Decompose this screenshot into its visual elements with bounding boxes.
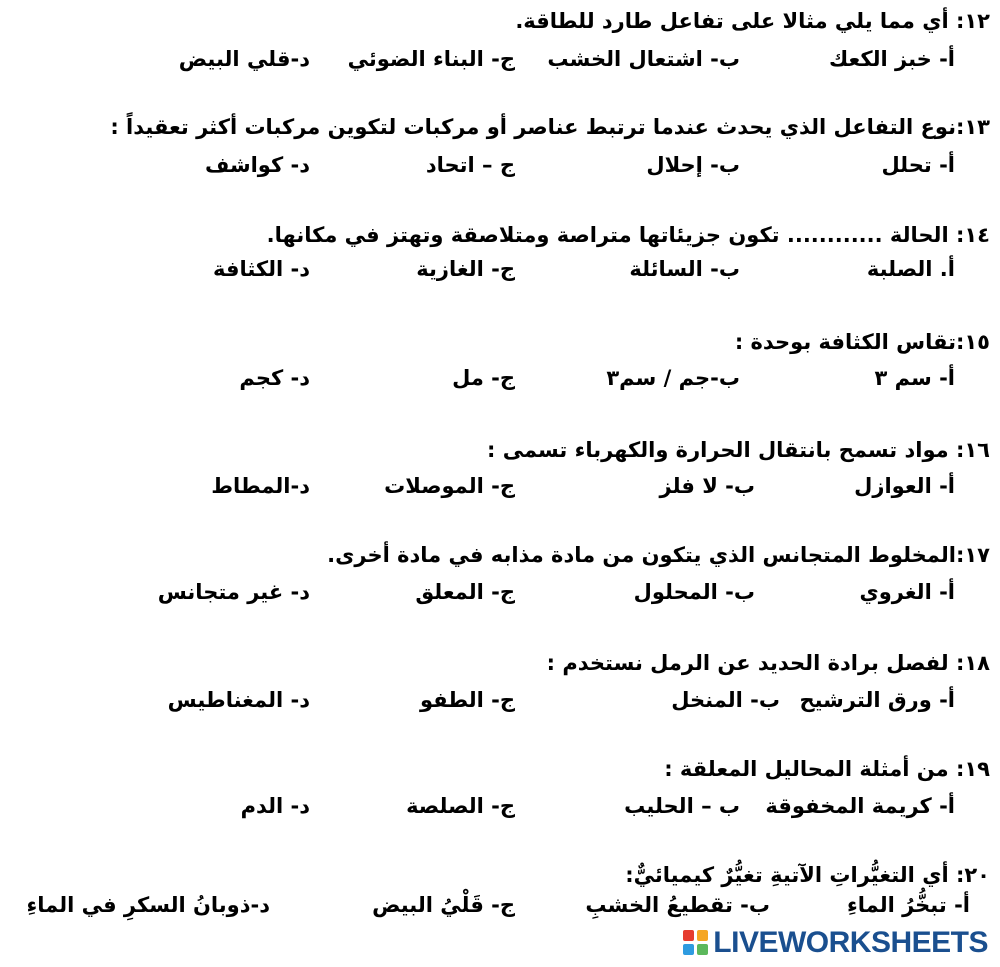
option-d: د-ذوبانُ السكرِ في الماءِ xyxy=(26,893,270,917)
option-c: ج- المعلق xyxy=(415,580,515,604)
question-stem: ١٢: أي مما يلي مثالا على تفاعل طارد للطاقة. xyxy=(515,9,990,33)
option-b: ب- المنخل xyxy=(671,688,780,712)
option-b: ب- لا فلز xyxy=(659,474,755,498)
question-stem: ١٥:تقاس الكثافة بوحدة : xyxy=(734,330,990,354)
option-b: ب- السائلة xyxy=(629,257,740,281)
liveworksheets-wordmark: LIVEWORKSHEETS xyxy=(713,926,988,959)
question-stem: ١٨: لفصل برادة الحديد عن الرمل نستخدم : xyxy=(546,651,990,675)
option-c: ج- الغازية xyxy=(416,257,515,281)
liveworksheets-logo xyxy=(683,926,988,960)
option-b: ب- إحلال xyxy=(646,153,740,177)
option-b: ب-جم / سم٣ xyxy=(606,366,740,390)
option-c: ج- الطفو xyxy=(420,688,515,712)
option-d: د-قلي البيض xyxy=(178,47,310,71)
option-c: ج – اتحاد xyxy=(425,153,515,177)
option-d: د- كواشف xyxy=(204,153,310,177)
option-d: د- غير متجانس xyxy=(157,580,310,604)
option-c: ج- قَلْيُ البيض xyxy=(372,893,515,917)
question-stem: ١٤: الحالة ............ تكون جزيئاتها متراصة ومتلاصقة وتهتز في مكانها. xyxy=(266,223,990,247)
option-a: أ- تحلل xyxy=(881,153,955,177)
question-stem: ١٣:نوع التفاعل الذي يحدث عندما ترتبط عناصر أو مركبات لتكوين مركبات أكثر تعقيداً : xyxy=(110,115,990,139)
question-stem: ١٧:المخلوط المتجانس الذي يتكون من مادة مذابه في مادة أخرى. xyxy=(327,543,990,567)
option-d: د- الدم xyxy=(240,794,310,818)
option-a: أ- كريمة المخفوقة xyxy=(765,794,955,818)
option-c: ج- الموصلات xyxy=(384,474,515,498)
option-b: ب – الحليب xyxy=(624,794,740,818)
option-d: د-المطاط xyxy=(211,474,310,498)
question-stem: ١٩: من أمثلة المحاليل المعلقة : xyxy=(664,757,990,781)
option-a: أ- الغروي xyxy=(859,580,955,604)
question-stem: ٢٠: أي التغيُّراتِ الآتيةِ تغيُّرٌ كيميائيٌّ: xyxy=(625,863,990,887)
option-a: أ- العوازل xyxy=(854,474,955,498)
option-b: ب- المحلول xyxy=(633,580,755,604)
option-a: أ- ورق الترشيح xyxy=(799,688,955,712)
option-b: ب- اشتعال الخشب xyxy=(547,47,740,71)
question-stem: ١٦: مواد تسمح بانتقال الحرارة والكهرباء تسمى : xyxy=(486,438,990,462)
option-a: أ. الصلبة xyxy=(866,257,955,281)
option-a: أ- خبز الكعك xyxy=(828,47,955,71)
option-a: أ- سم ٣ xyxy=(874,366,955,390)
option-d: د- كجم xyxy=(239,366,310,390)
option-c: ج- الصلصة xyxy=(406,794,515,818)
option-d: د- المغناطيس xyxy=(167,688,310,712)
option-c: ج- مل xyxy=(452,366,515,390)
option-c: ج- البناء الضوئي xyxy=(347,47,515,71)
option-b: ب- تقطيعُ الخشبِ xyxy=(585,893,770,917)
option-a: أ- تبخُّرُ الماءِ xyxy=(847,893,970,917)
liveworksheets-mark-icon xyxy=(683,930,709,956)
option-d: د- الكثافة xyxy=(212,257,310,281)
